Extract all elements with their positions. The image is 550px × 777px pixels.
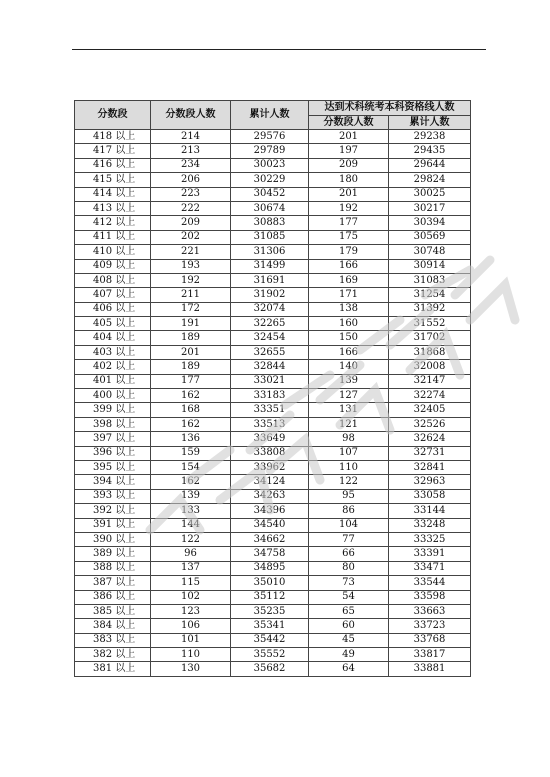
cell-segment: 385 以上 <box>75 604 151 618</box>
cell-cumulative: 34396 <box>231 504 309 518</box>
table-row <box>75 331 471 345</box>
cell-cumulative: 35552 <box>231 648 309 662</box>
cell-qualified-cumulative: 32841 <box>389 460 471 474</box>
cell-qualified-segment: 166 <box>309 259 389 273</box>
table-row <box>75 604 471 618</box>
table-row <box>75 504 471 518</box>
header-qualified-cumulative: 累计人数 <box>389 116 471 130</box>
cell-cumulative: 33649 <box>231 432 309 446</box>
cell-qualified-segment: 64 <box>309 662 389 676</box>
cell-qualified-cumulative: 29435 <box>389 144 471 158</box>
cell-cumulative: 29789 <box>231 144 309 158</box>
cell-qualified-cumulative: 32147 <box>389 374 471 388</box>
header-qualified-group: 达到术科统考本科资格线人数 <box>309 101 471 116</box>
cell-segment-count: 139 <box>151 489 231 503</box>
cell-segment: 382 以上 <box>75 648 151 662</box>
table-row <box>75 547 471 561</box>
cell-segment: 414 以上 <box>75 187 151 201</box>
cell-segment: 415 以上 <box>75 173 151 187</box>
cell-cumulative: 34758 <box>231 547 309 561</box>
cell-segment-count: 214 <box>151 130 231 144</box>
cell-segment-count: 177 <box>151 374 231 388</box>
table-row <box>75 446 471 460</box>
cell-cumulative: 31085 <box>231 230 309 244</box>
cell-qualified-segment: 86 <box>309 504 389 518</box>
cell-qualified-segment: 122 <box>309 475 389 489</box>
table-body <box>75 130 471 677</box>
cell-segment: 404 以上 <box>75 331 151 345</box>
cell-cumulative: 30883 <box>231 216 309 230</box>
cell-segment: 391 以上 <box>75 518 151 532</box>
cell-segment-count: 144 <box>151 518 231 532</box>
cell-qualified-segment: 209 <box>309 158 389 172</box>
cell-cumulative: 30229 <box>231 173 309 187</box>
table-row <box>75 489 471 503</box>
cell-segment: 394 以上 <box>75 475 151 489</box>
cell-segment: 395 以上 <box>75 460 151 474</box>
cell-qualified-cumulative: 31254 <box>389 288 471 302</box>
cell-qualified-segment: 138 <box>309 302 389 316</box>
cell-qualified-cumulative: 33058 <box>389 489 471 503</box>
cell-cumulative: 34124 <box>231 475 309 489</box>
cell-segment-count: 110 <box>151 648 231 662</box>
cell-segment: 418 以上 <box>75 130 151 144</box>
table-row <box>75 201 471 215</box>
cell-qualified-cumulative: 33248 <box>389 518 471 532</box>
cell-cumulative: 35442 <box>231 633 309 647</box>
cell-cumulative: 32844 <box>231 360 309 374</box>
cell-segment-count: 221 <box>151 245 231 259</box>
table-row <box>75 518 471 532</box>
table-row <box>75 590 471 604</box>
cell-cumulative: 35682 <box>231 662 309 676</box>
cell-segment-count: 206 <box>151 173 231 187</box>
table-row <box>75 317 471 331</box>
table-row <box>75 144 471 158</box>
cell-cumulative: 33021 <box>231 374 309 388</box>
cell-qualified-cumulative: 32526 <box>389 417 471 431</box>
cell-segment: 403 以上 <box>75 345 151 359</box>
cell-cumulative: 31499 <box>231 259 309 273</box>
cell-qualified-segment: 104 <box>309 518 389 532</box>
header-rule <box>72 49 486 50</box>
cell-qualified-segment: 60 <box>309 619 389 633</box>
cell-segment-count: 162 <box>151 475 231 489</box>
cell-cumulative: 32454 <box>231 331 309 345</box>
cell-qualified-cumulative: 30394 <box>389 216 471 230</box>
cell-cumulative: 30674 <box>231 201 309 215</box>
cell-segment: 400 以上 <box>75 389 151 403</box>
cell-segment-count: 96 <box>151 547 231 561</box>
table-row <box>75 403 471 417</box>
cell-qualified-cumulative: 30025 <box>389 187 471 201</box>
cell-qualified-cumulative: 32008 <box>389 360 471 374</box>
cell-cumulative: 34263 <box>231 489 309 503</box>
table-row <box>75 648 471 662</box>
table-row <box>75 633 471 647</box>
cell-qualified-segment: 140 <box>309 360 389 374</box>
cell-segment: 384 以上 <box>75 619 151 633</box>
cell-qualified-cumulative: 31702 <box>389 331 471 345</box>
cell-cumulative: 35112 <box>231 590 309 604</box>
cell-segment-count: 102 <box>151 590 231 604</box>
cell-cumulative: 33808 <box>231 446 309 460</box>
cell-qualified-cumulative: 31083 <box>389 273 471 287</box>
cell-segment-count: 162 <box>151 417 231 431</box>
cell-qualified-cumulative: 33598 <box>389 590 471 604</box>
cell-segment: 417 以上 <box>75 144 151 158</box>
cell-segment: 413 以上 <box>75 201 151 215</box>
cell-qualified-segment: 171 <box>309 288 389 302</box>
cell-qualified-segment: 45 <box>309 633 389 647</box>
cell-qualified-segment: 54 <box>309 590 389 604</box>
cell-segment: 398 以上 <box>75 417 151 431</box>
cell-cumulative: 31902 <box>231 288 309 302</box>
cell-segment: 402 以上 <box>75 360 151 374</box>
cell-segment: 401 以上 <box>75 374 151 388</box>
cell-qualified-segment: 131 <box>309 403 389 417</box>
cell-segment: 393 以上 <box>75 489 151 503</box>
cell-segment-count: 222 <box>151 201 231 215</box>
cell-qualified-cumulative: 33663 <box>389 604 471 618</box>
cell-segment-count: 137 <box>151 561 231 575</box>
cell-qualified-segment: 169 <box>309 273 389 287</box>
cell-qualified-segment: 166 <box>309 345 389 359</box>
cell-qualified-cumulative: 31392 <box>389 302 471 316</box>
cell-qualified-segment: 201 <box>309 130 389 144</box>
cell-segment: 388 以上 <box>75 561 151 575</box>
cell-qualified-segment: 65 <box>309 604 389 618</box>
cell-segment-count: 211 <box>151 288 231 302</box>
table-row <box>75 475 471 489</box>
cell-cumulative: 29576 <box>231 130 309 144</box>
cell-qualified-segment: 160 <box>309 317 389 331</box>
cell-segment: 386 以上 <box>75 590 151 604</box>
cell-cumulative: 30452 <box>231 187 309 201</box>
cell-segment: 399 以上 <box>75 403 151 417</box>
cell-qualified-segment: 201 <box>309 187 389 201</box>
cell-segment-count: 133 <box>151 504 231 518</box>
header-cumulative: 累计人数 <box>231 101 309 130</box>
table-row <box>75 532 471 546</box>
table-row <box>75 130 471 144</box>
cell-segment: 407 以上 <box>75 288 151 302</box>
header-qualified-segment: 分数段人数 <box>309 116 389 130</box>
cell-qualified-segment: 107 <box>309 446 389 460</box>
cell-segment-count: 154 <box>151 460 231 474</box>
cell-qualified-cumulative: 33768 <box>389 633 471 647</box>
cell-segment-count: 234 <box>151 158 231 172</box>
table-row <box>75 417 471 431</box>
cell-segment: 392 以上 <box>75 504 151 518</box>
cell-qualified-cumulative: 32731 <box>389 446 471 460</box>
cell-qualified-segment: 150 <box>309 331 389 345</box>
cell-segment-count: 172 <box>151 302 231 316</box>
cell-segment-count: 202 <box>151 230 231 244</box>
cell-segment: 408 以上 <box>75 273 151 287</box>
cell-qualified-segment: 66 <box>309 547 389 561</box>
cell-qualified-segment: 139 <box>309 374 389 388</box>
cell-qualified-cumulative: 30914 <box>389 259 471 273</box>
cell-qualified-cumulative: 29824 <box>389 173 471 187</box>
cell-qualified-segment: 177 <box>309 216 389 230</box>
cell-segment: 406 以上 <box>75 302 151 316</box>
cell-segment: 396 以上 <box>75 446 151 460</box>
cell-qualified-segment: 127 <box>309 389 389 403</box>
cell-segment: 416 以上 <box>75 158 151 172</box>
cell-cumulative: 33513 <box>231 417 309 431</box>
cell-segment-count: 191 <box>151 317 231 331</box>
table-row <box>75 216 471 230</box>
cell-segment-count: 193 <box>151 259 231 273</box>
cell-qualified-cumulative: 33544 <box>389 576 471 590</box>
cell-cumulative: 34540 <box>231 518 309 532</box>
header-segment: 分数段 <box>75 101 151 130</box>
table-row <box>75 561 471 575</box>
cell-segment-count: 123 <box>151 604 231 618</box>
cell-qualified-segment: 77 <box>309 532 389 546</box>
table-row <box>75 245 471 259</box>
cell-qualified-cumulative: 32274 <box>389 389 471 403</box>
cell-segment-count: 162 <box>151 389 231 403</box>
table-row <box>75 288 471 302</box>
cell-cumulative: 33183 <box>231 389 309 403</box>
cell-qualified-cumulative: 29644 <box>389 158 471 172</box>
cell-cumulative: 33351 <box>231 403 309 417</box>
table-row <box>75 432 471 446</box>
cell-cumulative: 35235 <box>231 604 309 618</box>
table-row <box>75 374 471 388</box>
cell-qualified-cumulative: 31868 <box>389 345 471 359</box>
cell-qualified-cumulative: 33325 <box>389 532 471 546</box>
cell-segment: 411 以上 <box>75 230 151 244</box>
cell-cumulative: 31306 <box>231 245 309 259</box>
cell-qualified-cumulative: 30569 <box>389 230 471 244</box>
cell-qualified-cumulative: 32963 <box>389 475 471 489</box>
cell-qualified-segment: 98 <box>309 432 389 446</box>
cell-qualified-cumulative: 32405 <box>389 403 471 417</box>
cell-segment-count: 130 <box>151 662 231 676</box>
cell-segment-count: 159 <box>151 446 231 460</box>
cell-qualified-segment: 175 <box>309 230 389 244</box>
cell-qualified-segment: 73 <box>309 576 389 590</box>
cell-qualified-cumulative: 33471 <box>389 561 471 575</box>
cell-segment: 381 以上 <box>75 662 151 676</box>
table-row <box>75 259 471 273</box>
cell-qualified-segment: 95 <box>309 489 389 503</box>
cell-qualified-cumulative: 33391 <box>389 547 471 561</box>
cell-qualified-segment: 49 <box>309 648 389 662</box>
cell-segment: 412 以上 <box>75 216 151 230</box>
header-segment-count: 分数段人数 <box>151 101 231 130</box>
table-row <box>75 173 471 187</box>
cell-segment-count: 223 <box>151 187 231 201</box>
cell-segment-count: 106 <box>151 619 231 633</box>
table-row <box>75 619 471 633</box>
cell-cumulative: 30023 <box>231 158 309 172</box>
score-distribution-table <box>74 100 471 677</box>
cell-cumulative: 32655 <box>231 345 309 359</box>
table-row <box>75 230 471 244</box>
table-row <box>75 389 471 403</box>
table-row <box>75 302 471 316</box>
cell-cumulative: 32074 <box>231 302 309 316</box>
table-row <box>75 273 471 287</box>
cell-cumulative: 32265 <box>231 317 309 331</box>
table-row <box>75 460 471 474</box>
cell-qualified-cumulative: 33144 <box>389 504 471 518</box>
cell-segment-count: 168 <box>151 403 231 417</box>
score-table-container <box>74 100 470 677</box>
cell-segment: 387 以上 <box>75 576 151 590</box>
cell-qualified-segment: 80 <box>309 561 389 575</box>
cell-qualified-cumulative: 31552 <box>389 317 471 331</box>
cell-cumulative: 33962 <box>231 460 309 474</box>
cell-qualified-cumulative: 29238 <box>389 130 471 144</box>
cell-qualified-cumulative: 33723 <box>389 619 471 633</box>
cell-qualified-segment: 180 <box>309 173 389 187</box>
cell-qualified-segment: 179 <box>309 245 389 259</box>
cell-segment: 405 以上 <box>75 317 151 331</box>
cell-qualified-segment: 110 <box>309 460 389 474</box>
table-row <box>75 360 471 374</box>
table-row <box>75 158 471 172</box>
cell-qualified-cumulative: 33881 <box>389 662 471 676</box>
cell-segment-count: 201 <box>151 345 231 359</box>
cell-segment: 410 以上 <box>75 245 151 259</box>
cell-segment-count: 101 <box>151 633 231 647</box>
cell-segment: 390 以上 <box>75 532 151 546</box>
cell-segment-count: 192 <box>151 273 231 287</box>
cell-cumulative: 31691 <box>231 273 309 287</box>
cell-qualified-cumulative: 32624 <box>389 432 471 446</box>
cell-qualified-segment: 192 <box>309 201 389 215</box>
table-row <box>75 345 471 359</box>
cell-qualified-segment: 197 <box>309 144 389 158</box>
table-row <box>75 187 471 201</box>
cell-cumulative: 35341 <box>231 619 309 633</box>
table-row <box>75 576 471 590</box>
cell-segment-count: 213 <box>151 144 231 158</box>
table-header <box>75 101 471 130</box>
cell-cumulative: 34895 <box>231 561 309 575</box>
cell-qualified-cumulative: 33817 <box>389 648 471 662</box>
cell-segment-count: 209 <box>151 216 231 230</box>
cell-cumulative: 35010 <box>231 576 309 590</box>
cell-segment: 409 以上 <box>75 259 151 273</box>
cell-segment: 383 以上 <box>75 633 151 647</box>
cell-segment: 397 以上 <box>75 432 151 446</box>
cell-segment-count: 115 <box>151 576 231 590</box>
cell-qualified-segment: 121 <box>309 417 389 431</box>
cell-segment-count: 136 <box>151 432 231 446</box>
cell-qualified-cumulative: 30217 <box>389 201 471 215</box>
cell-segment-count: 189 <box>151 331 231 345</box>
cell-segment-count: 189 <box>151 360 231 374</box>
cell-cumulative: 34662 <box>231 532 309 546</box>
table-row <box>75 662 471 676</box>
cell-segment: 389 以上 <box>75 547 151 561</box>
cell-qualified-cumulative: 30748 <box>389 245 471 259</box>
cell-segment-count: 122 <box>151 532 231 546</box>
